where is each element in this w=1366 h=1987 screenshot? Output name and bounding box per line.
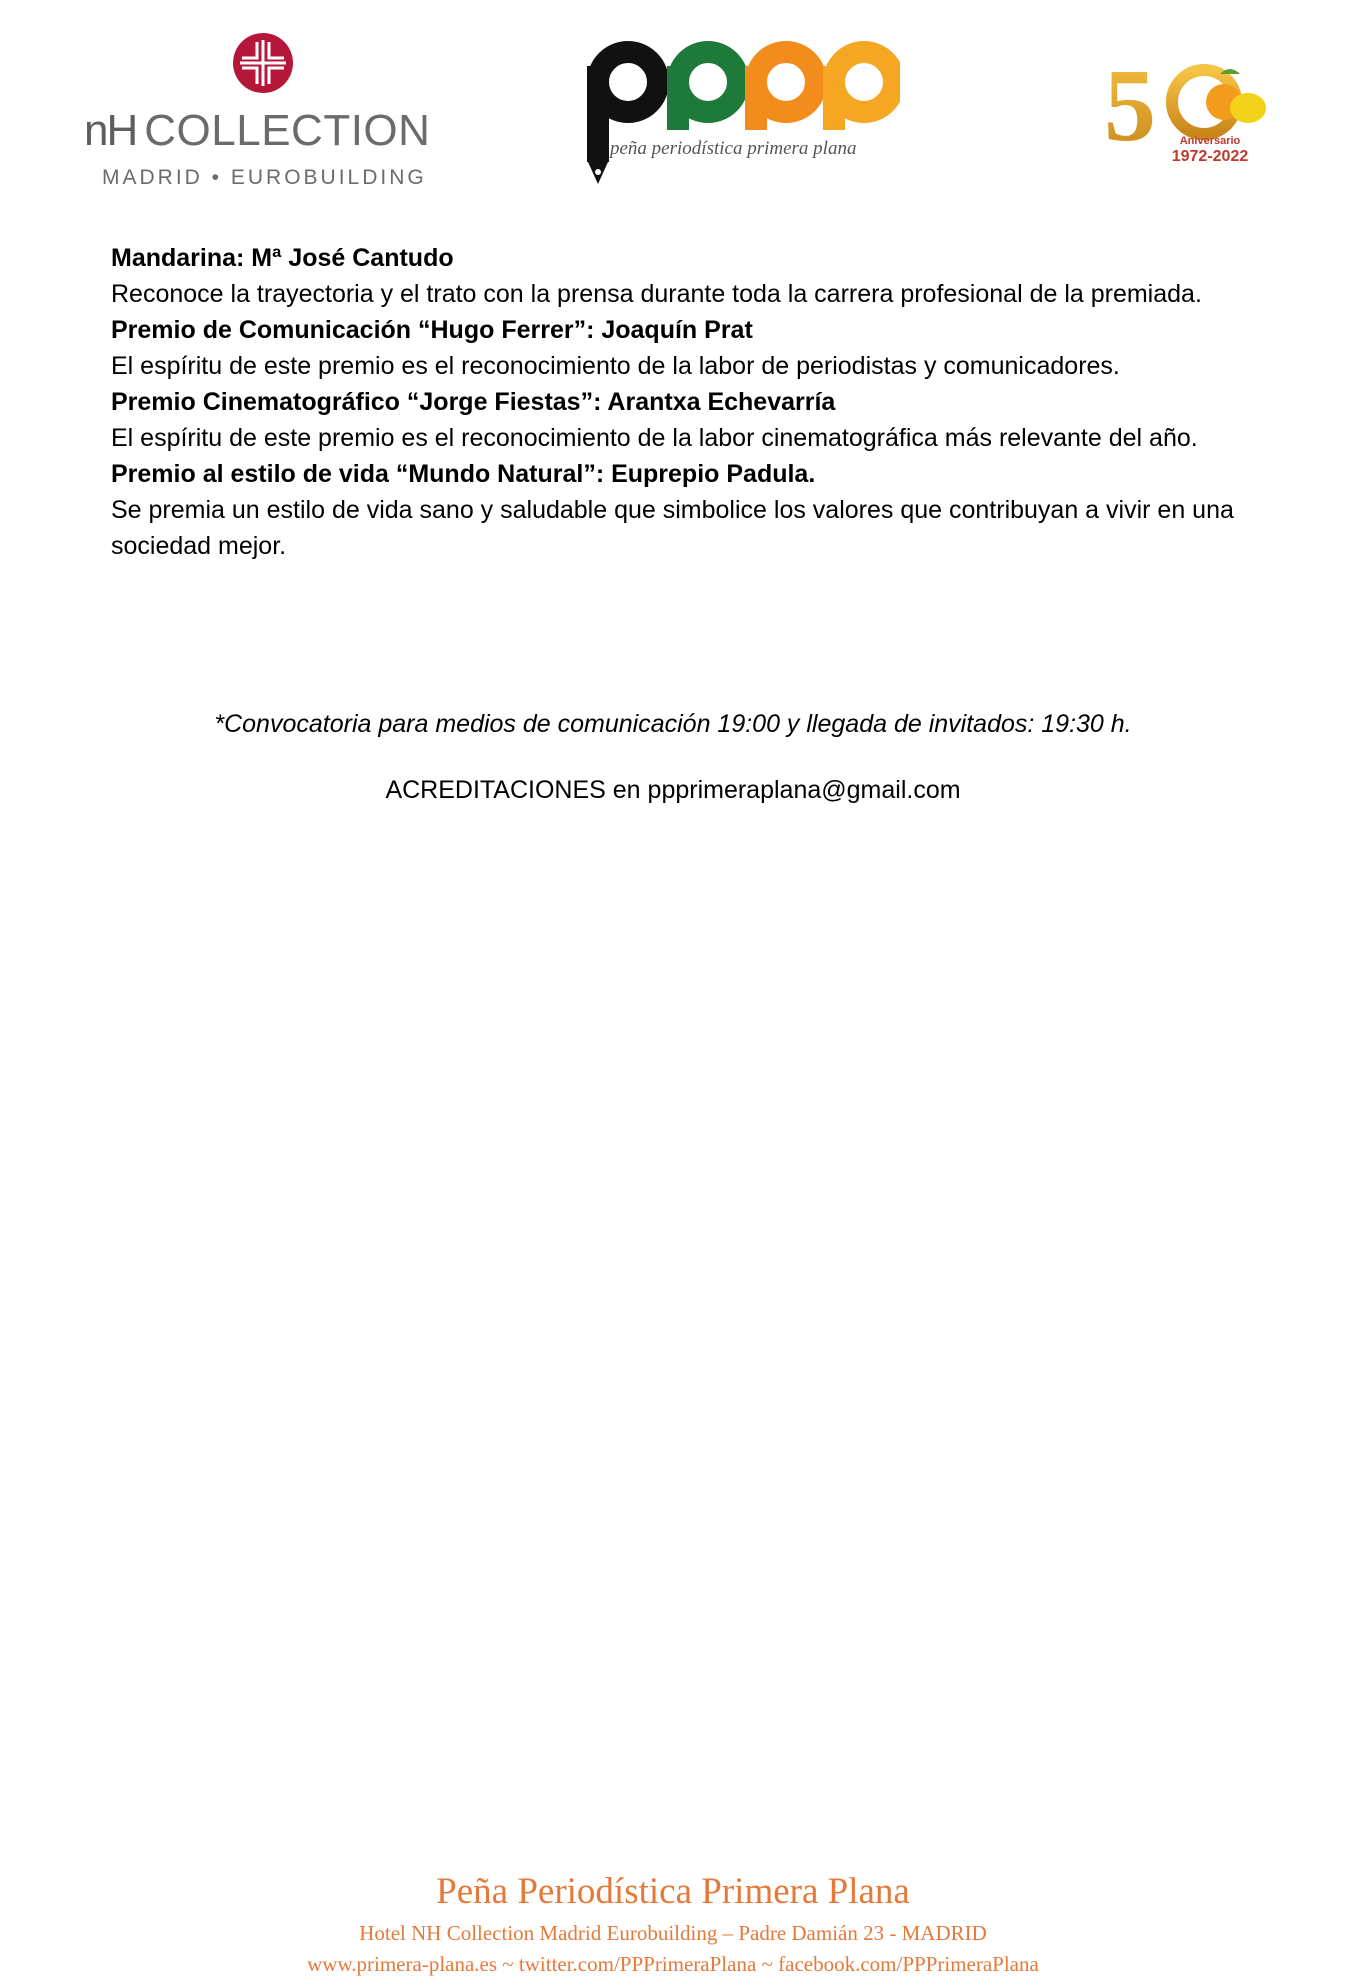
footer-address: Hotel NH Collection Madrid Eurobuilding – Padre Damián 23 - MADRID bbox=[359, 1921, 987, 1945]
anniversary-years: 1972-2022 bbox=[1171, 148, 1249, 165]
anniversary-text bbox=[1160, 136, 1260, 165]
header-logos bbox=[0, 0, 1366, 200]
award-description: Reconoce la trayectoria y el trato con la prensa durante toda la carrera profesional de la premiada. bbox=[111, 280, 1202, 308]
nh-wordmark bbox=[84, 106, 450, 156]
award-title: Premio al estilo de vida “Mundo Natural”: Euprepio Padula. bbox=[111, 460, 816, 488]
nh-emblem-icon bbox=[232, 32, 294, 94]
footer-links: www.primera-plana.es ~ twitter.com/PPPrimeraPlana ~ facebook.com/PPPrimeraPlana bbox=[307, 1952, 1039, 1976]
award-title: Premio Cinematográfico “Jorge Fiestas”: Arantxa Echevarría bbox=[111, 388, 836, 416]
award-title: Premio de Comunicación “Hugo Ferrer”: Joaquín Prat bbox=[111, 316, 753, 344]
footer bbox=[0, 1870, 1346, 1980]
pppp-letters-icon bbox=[574, 26, 900, 186]
nh-subtitle: MADRID • EUROBUILDING bbox=[102, 166, 427, 189]
nh-collection-logo bbox=[84, 30, 450, 200]
acreditaciones-note: ACREDITACIONES en ppprimeraplana@gmail.com bbox=[385, 776, 961, 804]
nh-wordmark-collection: COLLECTION bbox=[144, 106, 431, 155]
svg-text:5: 5 bbox=[1104, 48, 1156, 163]
award-description: El espíritu de este premio es el reconocimiento de la labor de periodistas y comunicadores. bbox=[111, 352, 1120, 380]
awards-section bbox=[111, 240, 1311, 564]
pppp-tagline: peña periodística primera plana bbox=[610, 138, 857, 159]
pppp-logo bbox=[574, 26, 900, 186]
anniversary-label: Aniversario bbox=[1179, 135, 1241, 147]
nh-wordmark-nh: nH bbox=[84, 106, 137, 155]
anniversary-logo bbox=[1100, 44, 1270, 174]
award-description: El espíritu de este premio es el reconocimiento de la labor cinematográfica más relevante del año. bbox=[111, 424, 1198, 452]
award-description: Se premia un estilo de vida sano y saludable que simbolice los valores que contribuyan a vivir en una sociedad mejor. bbox=[111, 496, 1234, 560]
convocatoria-note: *Convocatoria para medios de comunicación 19:00 y llegada de invitados: 19:30 h. bbox=[214, 710, 1132, 738]
footer-organization-name: Peña Periodística Primera Plana bbox=[436, 1871, 910, 1912]
award-title: Mandarina: Mª José Cantudo bbox=[111, 244, 454, 272]
